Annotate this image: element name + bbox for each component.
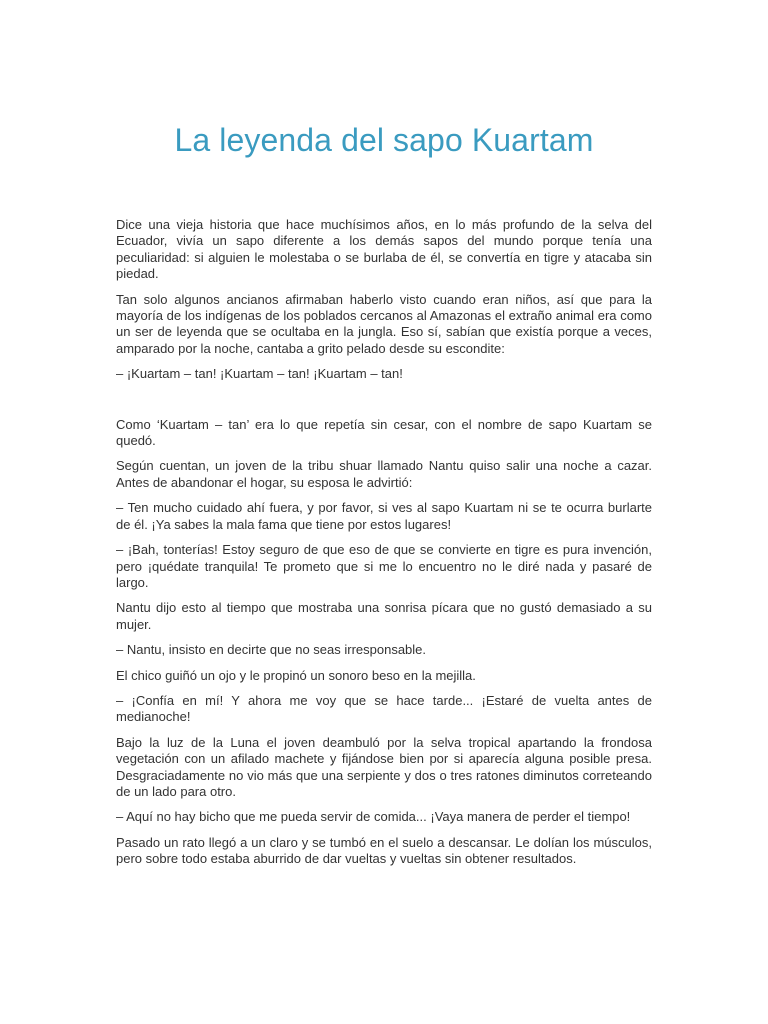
paragraph: – ¡Confía en mí! Y ahora me voy que se hace tarde... ¡Estaré de vuelta antes de medianoche! [116,692,652,725]
paragraph: Como ‘Kuartam – tan’ era lo que repetía sin cesar, con el nombre de sapo Kuartam se quedó. [116,416,652,449]
document-title: La leyenda del sapo Kuartam [174,122,594,158]
paragraph: – ¡Bah, tonterías! Estoy seguro de que eso de que se convierte en tigre es pura invención, pero ¡quédate tranquila! Te prometo que si me lo encuentro no le diré nada y pasaré de largo. [116,542,652,590]
paragraph: Según cuentan, un joven de la tribu shuar llamado Nantu quiso salir una noche a cazar. Antes de abandonar el hogar, su esposa le advirtió: [116,458,652,490]
document-body [116,217,652,877]
paragraph: – Nantu, insisto en decirte que no seas irresponsable. [116,642,427,658]
paragraph: El chico guiñó un ojo y le propinó un sonoro beso en la mejilla. [116,667,476,683]
paragraph: Bajo la luz de la Luna el joven deambuló por la selva tropical apartando la frondosa vegetación con un afilado machete y fijándose bien por si aparecía alguna posible presa. Desgraciadamente no vio más que una serpiente y dos o tres ratones diminutos correteando de un lado para otro. [116,734,652,799]
paragraph: – Aquí no hay bicho que me pueda servir de comida... ¡Vaya manera de perder el tiempo! [116,809,631,825]
paragraph: – ¡Kuartam – tan! ¡Kuartam – tan! ¡Kuartam – tan! [116,366,403,382]
paragraph: Dice una vieja historia que hace muchísimos años, en lo más profundo de la selva del Ecuador, vivía un sapo diferente a los demás sapos del mundo porque tenía una peculiaridad: si alguien le molestaba o se burlaba de él, se convertía en tigre y atacaba sin piedad. [116,217,652,282]
paragraph: Pasado un rato llegó a un claro y se tumbó en el suelo a descansar. Le dolían los músculos, pero sobre todo estaba aburrido de dar vueltas y vueltas sin obtener resultados. [116,834,652,867]
paragraph: – Ten mucho cuidado ahí fuera, y por favor, si ves al sapo Kuartam ni se te ocurra burlarte de él. ¡Ya sabes la mala fama que tiene por estos lugares! [116,500,652,532]
paragraph: Nantu dijo esto al tiempo que mostraba una sonrisa pícara que no gustó demasiado a su mujer. [116,600,652,632]
paragraph: Tan solo algunos ancianos afirmaban haberlo visto cuando eran niños, así que para la mayoría de los indígenas de los poblados cercanos al Amazonas el extraño animal era como un ser de leyenda que se ocultaba en la jungla. Eso sí, sabían que existía porque a veces, amparado por la noche, cantaba a grito pelado desde su escondite: [116,291,652,356]
